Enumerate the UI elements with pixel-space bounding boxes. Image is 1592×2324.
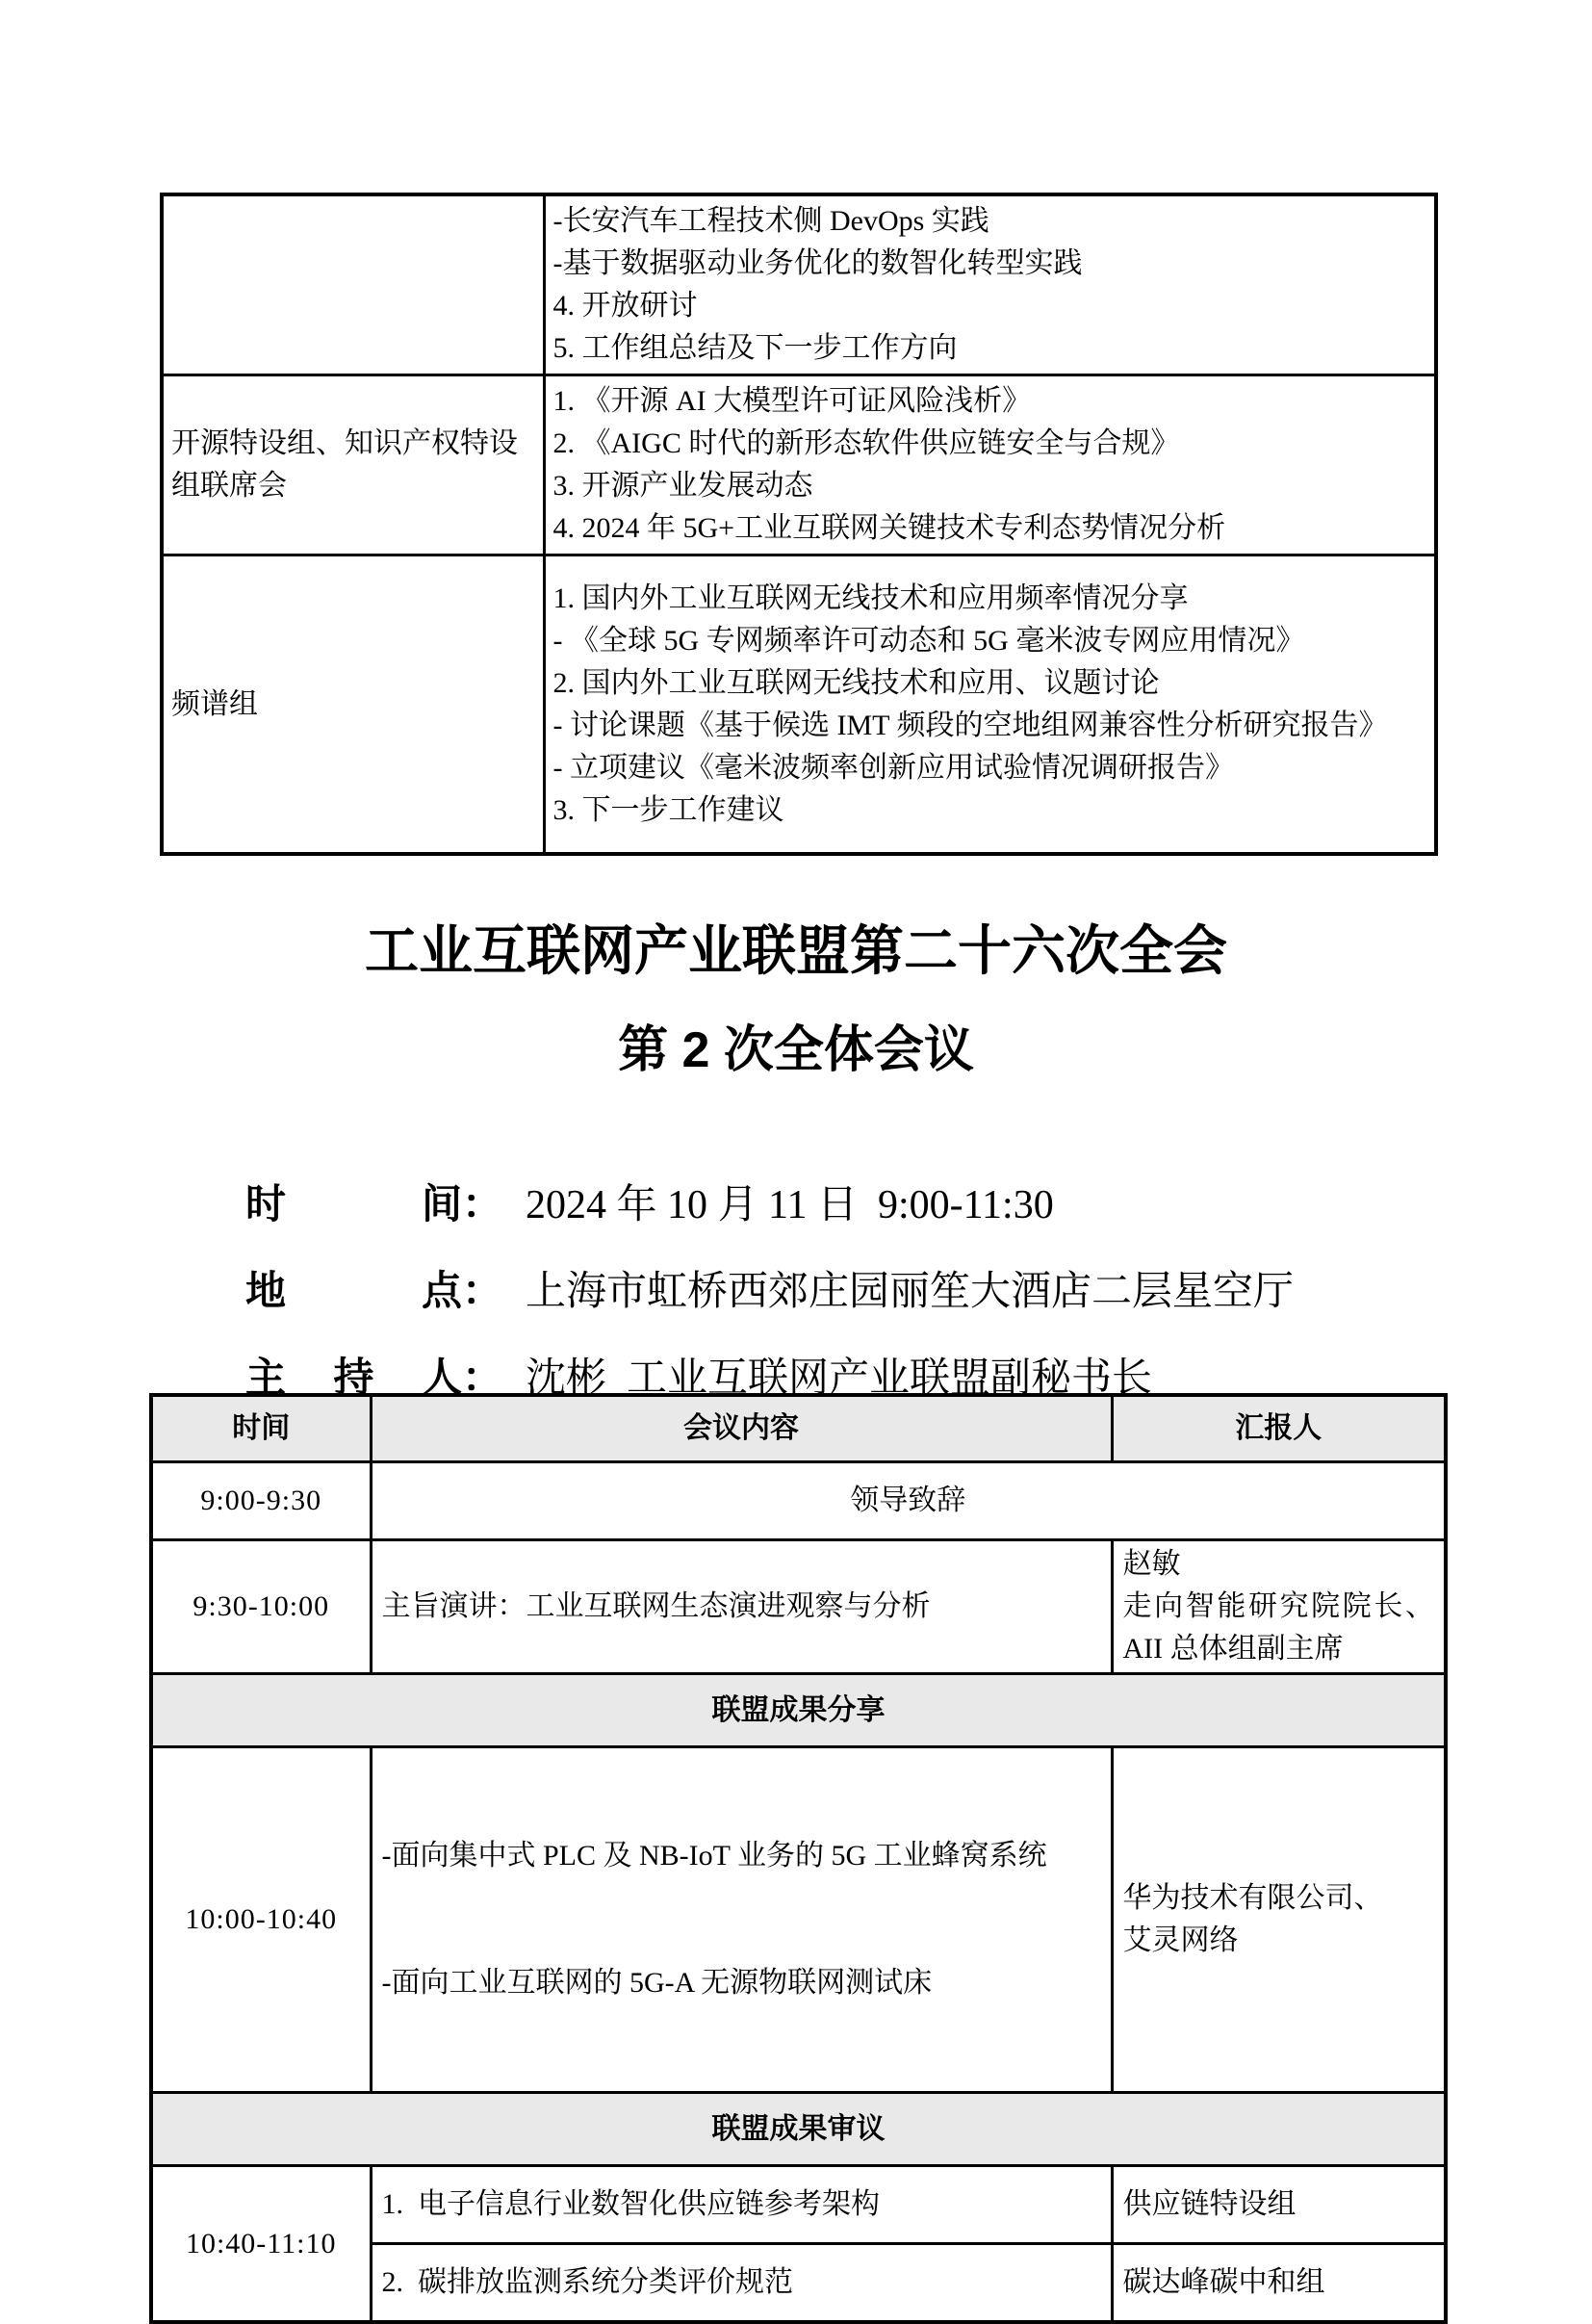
host-label: 主持人 <box>245 1355 462 1400</box>
header-time: 时间 <box>151 1395 371 1462</box>
agenda-items-cell <box>544 194 1436 375</box>
schedule-row-keynote <box>151 1540 1446 1674</box>
workgroup-row-opensource-ipr <box>162 375 1436 555</box>
section-title: 联盟成果分享 <box>151 1674 1446 1747</box>
schedule-row-review-1 <box>151 2166 1446 2244</box>
agenda-line: - 立项建议《毫米波频率创新应用试验情况调研报告》 <box>552 751 1234 784</box>
agenda-line: 3. 下一步工作建议 <box>552 793 784 826</box>
content-cell: 1. 电子信息行业数智化供应链参考架构 <box>371 2166 1112 2244</box>
agenda-line: 1. 国内外工业互联网无线技术和应用频率情况分享 <box>552 581 1189 614</box>
time-cell: 9:30-10:00 <box>151 1540 371 1674</box>
reporter-line: 走向智能研究院院长、AII 总体组副主席 <box>1122 1590 1434 1665</box>
reporter-cell: 碳达峰碳中和组 <box>1112 2244 1446 2323</box>
workgroup-row-continuation <box>162 194 1436 375</box>
header-reporter: 汇报人 <box>1112 1395 1446 1462</box>
schedule-row-achievements <box>151 1747 1446 2093</box>
time-cell: 10:40-11:10 <box>151 2166 371 2323</box>
reporter-cell <box>1112 1540 1446 1674</box>
content-line: -面向集中式 PLC 及 NB-IoT 业务的 5G 工业蜂窝系统 <box>381 1840 1047 1872</box>
plenary-schedule-table <box>149 1393 1448 2324</box>
time-cell: 9:00-9:30 <box>151 1462 371 1540</box>
time-colon: ： <box>462 1181 503 1227</box>
reporter-cell <box>1112 1747 1446 2093</box>
group-name-cell: 开源特设组、知识产权特设组联席会 <box>162 375 544 555</box>
reporter-cell: 供应链特设组 <box>1112 2166 1446 2244</box>
host-colon: ： <box>462 1355 503 1400</box>
workgroup-row-spectrum <box>162 555 1436 855</box>
content-cell: 领导致辞 <box>371 1462 1446 1540</box>
agenda-items-cell <box>544 555 1436 855</box>
content-line: -面向工业互联网的 5G-A 无源物联网测试床 <box>381 1967 933 1999</box>
reporter-line: 华为技术有限公司、 <box>1122 1882 1383 1914</box>
meeting-title: 工业互联网产业联盟第二十六次全会 <box>365 920 1227 981</box>
agenda-line: 2. 国内外工业互联网无线技术和应用、议题讨论 <box>552 666 1160 699</box>
section-title: 联盟成果审议 <box>151 2093 1446 2166</box>
agenda-line: 4. 2024 年 5G+工业互联网关键技术专利态势情况分析 <box>552 512 1226 544</box>
content-cell <box>371 1747 1112 2093</box>
reporter-line: 赵敏 <box>1122 1548 1181 1580</box>
meeting-subtitle: 第 2 次全体会议 <box>618 1022 974 1078</box>
time-value: 2024 年 10 月 11 日 9:00-11:30 <box>526 1183 1054 1227</box>
schedule-header-row <box>151 1395 1446 1462</box>
workgroup-agenda-table <box>160 193 1438 856</box>
reporter-line: 艾灵网络 <box>1122 1924 1239 1956</box>
agenda-line: -长安汽车工程技术侧 DevOps 实践 <box>552 205 989 237</box>
meta-row-host <box>245 1346 1294 1401</box>
schedule-row-opening <box>151 1462 1446 1540</box>
group-name-cell: 频谱组 <box>162 555 544 855</box>
agenda-line: - 讨论课题《基于候选 IMT 频段的空地组网兼容性分析研究报告》 <box>552 709 1388 741</box>
group-name-cell <box>162 194 544 375</box>
agenda-line: -基于数据驱动业务优化的数智化转型实践 <box>552 247 1083 279</box>
meta-row-place <box>245 1259 1295 1314</box>
section-row-achievements-review <box>151 2093 1446 2166</box>
section-row-achievements-sharing <box>151 1674 1446 1747</box>
agenda-line: 3. 开源产业发展动态 <box>552 470 813 502</box>
agenda-line: - 《全球 5G 专网频率许可动态和 5G 毫米波专网应用情况》 <box>552 624 1305 657</box>
agenda-line: 1. 《开源 AI 大模型许可证风险浅析》 <box>552 385 1032 417</box>
place-label: 地点 <box>245 1268 462 1313</box>
host-value: 沈彬 工业互联网产业联盟副秘书长 <box>526 1356 1153 1401</box>
agenda-line: 5. 工作组总结及下一步工作方向 <box>552 332 958 364</box>
agenda-line: 4. 开放研讨 <box>552 290 698 322</box>
place-value: 上海市虹桥西郊庄园丽笙大酒店二层星空厅 <box>526 1270 1295 1314</box>
agenda-items-cell <box>544 375 1436 555</box>
header-content: 会议内容 <box>371 1395 1112 1462</box>
time-label: 时间 <box>245 1181 462 1227</box>
place-colon: ： <box>462 1268 503 1313</box>
content-cell: 2. 碳排放监测系统分类评价规范 <box>371 2244 1112 2323</box>
meta-row-time <box>245 1173 1294 1227</box>
time-cell: 10:00-10:40 <box>151 1747 371 2093</box>
agenda-line: 2. 《AIGC 时代的新形态软件供应链安全与合规》 <box>552 427 1180 459</box>
content-cell: 主旨演讲：工业互联网生态演进观察与分析 <box>371 1540 1112 1674</box>
